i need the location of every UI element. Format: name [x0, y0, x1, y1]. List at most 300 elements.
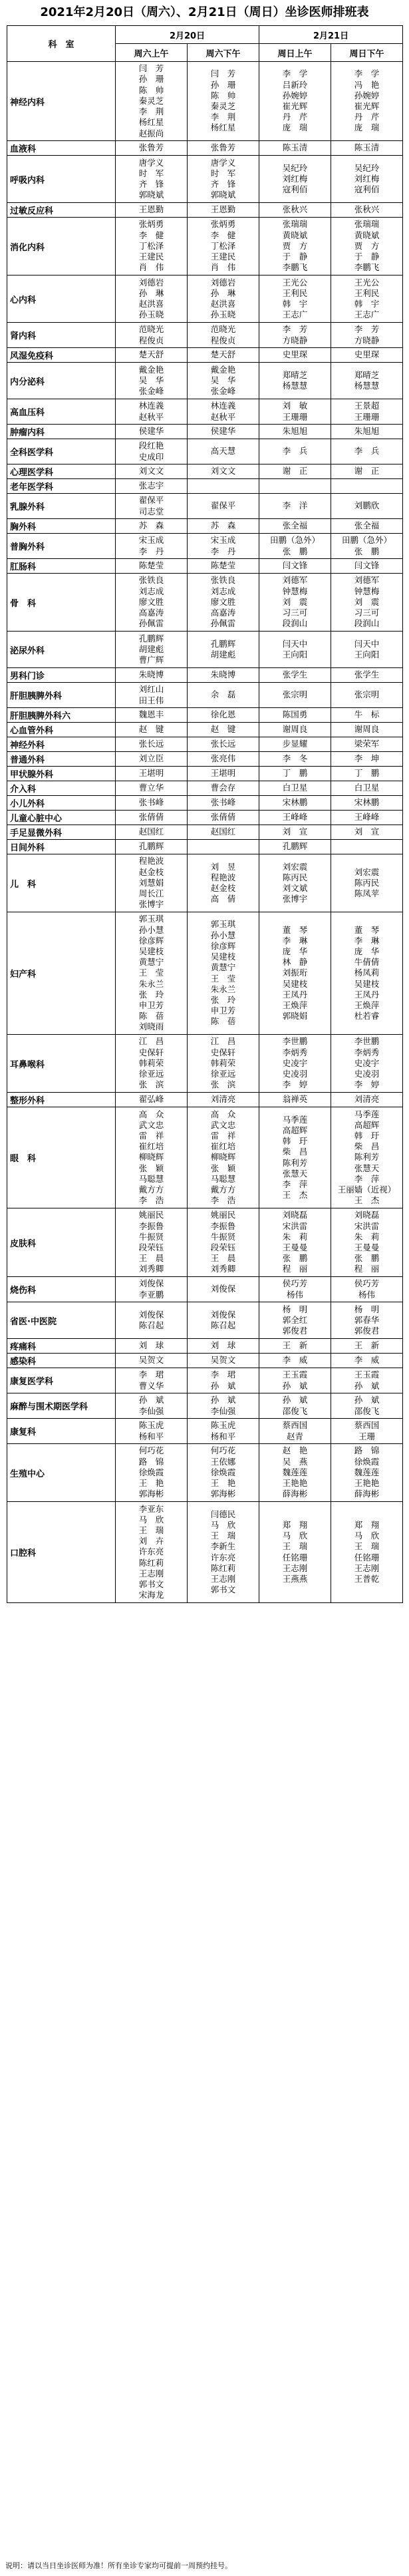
doctor-name: 刘文斌	[282, 883, 308, 893]
doctor-name: 闫文锋	[354, 560, 380, 571]
doctor-name: 刘晓磊	[282, 1210, 308, 1220]
doctor-name: 谢周良	[282, 724, 308, 735]
doctor-name: 冯 艳	[354, 79, 380, 90]
doctor-name: 程 丽	[354, 1264, 380, 1274]
doctor-cell	[331, 1093, 403, 1107]
doctor-name: 雷 祥	[138, 1130, 164, 1141]
department-name: 整形外科	[7, 1093, 116, 1107]
doctor-name: 谢 正	[282, 466, 308, 476]
doctor-name: 高 众	[210, 1109, 236, 1119]
doctor-name: 孙小慧	[138, 924, 164, 935]
doctor-cell	[116, 534, 188, 559]
doctor-cell	[116, 752, 188, 767]
department-name: 风湿免疫科	[7, 348, 116, 363]
doctor-name: 徐彦辉	[138, 935, 164, 946]
doctor-name: 余 磊	[210, 689, 236, 700]
doctor-cell	[259, 1368, 331, 1393]
doctor-name: 肖 伟	[138, 262, 164, 273]
doctor-name: 李 威	[282, 1355, 308, 1366]
doctor-cell	[259, 218, 331, 276]
doctor-name: 刘俊保	[210, 1284, 236, 1294]
doctor-cell	[259, 825, 331, 840]
doctor-name: 胡建彪	[138, 644, 164, 654]
doctor-name: 孔鹏辉	[282, 841, 308, 852]
schedule-row	[7, 574, 403, 632]
doctor-name: 孙小慧	[210, 930, 236, 940]
doctor-name: 徐焕霞	[138, 1467, 164, 1477]
schedule-row	[7, 534, 403, 559]
doctor-name: 刘晓磊	[354, 1210, 380, 1220]
doctor-name: 张亮伟	[210, 753, 236, 764]
doctor-name: 王珊珊	[354, 411, 380, 422]
doctor-cell	[331, 632, 403, 668]
doctor-cell	[116, 683, 188, 708]
schedule-row	[7, 559, 403, 574]
doctor-name: 张铁良	[138, 575, 164, 586]
doctor-name: 宋林鹏	[354, 797, 380, 808]
department-name: 甲状腺外科	[7, 767, 116, 781]
department-name: 疼痛科	[7, 1339, 116, 1354]
doctor-name: 孔鹏辉	[210, 638, 236, 649]
doctor-name: 陈玉虎	[138, 1420, 164, 1431]
doctor-name: 杨慧慧	[282, 381, 308, 391]
doctor-name: 白卫星	[282, 783, 308, 793]
doctor-cell	[116, 1035, 188, 1093]
doctor-name: 武文忠	[210, 1119, 236, 1130]
doctor-name: 王 晨	[138, 1253, 164, 1264]
doctor-name: 刘俊保	[210, 1309, 236, 1320]
doctor-name: 朱 莉	[282, 1231, 308, 1242]
doctor-cell	[188, 854, 259, 912]
doctor-cell	[188, 218, 259, 276]
doctor-name: 李 健	[138, 230, 164, 240]
doctor-name: 薛海彬	[282, 1489, 308, 1499]
doctor-cell	[259, 323, 331, 348]
department-name: 手足显微外科	[7, 825, 116, 840]
doctor-name: 王 瑞	[210, 1531, 236, 1541]
doctor-name: 任铭珊	[282, 1552, 308, 1563]
doctor-cell	[331, 276, 403, 323]
doctor-cell	[331, 494, 403, 519]
doctor-name: 蔡西国	[282, 1420, 308, 1431]
doctor-name: 史凌宇	[354, 1057, 380, 1068]
doctor-cell	[331, 1354, 403, 1368]
doctor-cell	[116, 348, 188, 363]
doctor-name: 齐 锋	[138, 179, 164, 189]
doctor-name: 丁松泽	[210, 240, 236, 251]
doctor-name: 刘德岩	[210, 277, 236, 287]
doctor-cell	[188, 203, 259, 218]
doctor-cell	[331, 1208, 403, 1277]
doctor-name: 王依娜	[210, 1456, 236, 1467]
doctor-cell	[116, 574, 188, 632]
schedule-row	[7, 840, 403, 854]
doctor-cell	[259, 854, 331, 912]
doctor-cell	[188, 534, 259, 559]
doctor-name: 陈凤苹	[354, 888, 380, 899]
department-name: 心内科	[7, 276, 116, 323]
schedule-row	[7, 1107, 403, 1208]
doctor-cell	[188, 825, 259, 840]
doctor-name: 王玉霞	[354, 1370, 380, 1380]
department-name: 消化内科	[7, 218, 116, 276]
doctor-name: 寇利佰	[282, 184, 308, 195]
doctor-cell	[116, 1339, 188, 1354]
department-name: 康复科	[7, 1419, 116, 1444]
doctor-cell	[116, 912, 188, 1035]
doctor-cell	[188, 323, 259, 348]
doctor-name: 蔡西国	[354, 1420, 380, 1431]
doctor-cell	[331, 796, 403, 811]
doctor-cell	[188, 1393, 259, 1419]
department-name: 日间外科	[7, 840, 116, 854]
doctor-name: 高 众	[138, 1109, 164, 1119]
schedule-row	[7, 1368, 403, 1393]
doctor-name: 梁荣军	[354, 739, 380, 749]
doctor-name: 郭俊君	[354, 1326, 380, 1336]
doctor-name: 陈玉虎	[210, 1420, 236, 1431]
schedule-row	[7, 62, 403, 141]
doctor-name: 李 珺	[210, 1370, 236, 1380]
doctor-name: 赵 艳	[282, 1445, 308, 1456]
doctor-name: 杨红星	[210, 122, 236, 133]
doctor-name: 刘晓雨	[138, 1021, 164, 1032]
doctor-name: 陈玉清	[282, 142, 308, 153]
doctor-name: 任铭珊	[354, 1552, 380, 1563]
doctor-cell	[259, 708, 331, 723]
doctor-name: 刘德岩	[138, 277, 164, 287]
doctor-cell	[188, 723, 259, 737]
doctor-name: 马季莲	[282, 1114, 308, 1125]
dept-header: 科 室	[7, 26, 116, 62]
schedule-row	[7, 1339, 403, 1354]
doctor-name: 程艳波	[210, 872, 236, 882]
doctor-cell	[331, 218, 403, 276]
doctor-name: 王艳艳	[282, 1478, 308, 1489]
doctor-name: 丁 鹏	[354, 768, 380, 779]
doctor-name: 杨慧慧	[354, 381, 380, 391]
doctor-name: 林 静	[282, 957, 308, 968]
doctor-cell	[259, 363, 331, 399]
doctor-name: 李 兵	[282, 446, 308, 457]
department-name: 神经外科	[7, 737, 116, 752]
doctor-name: 刘志成	[138, 586, 164, 596]
schedule-row	[7, 141, 403, 156]
doctor-cell	[259, 574, 331, 632]
doctor-cell	[116, 1368, 188, 1393]
doctor-cell	[188, 574, 259, 632]
doctor-name: 王普乾	[354, 1573, 380, 1584]
doctor-name	[331, 480, 402, 491]
doctor-cell	[331, 767, 403, 781]
doctor-name: 田鹏（急外）	[342, 535, 392, 546]
doctor-name: 孙佩雷	[210, 618, 236, 629]
doctor-cell	[116, 1277, 188, 1302]
doctor-name: 张鲁芳	[210, 142, 236, 153]
doctor-name: 戴金艳	[210, 364, 236, 375]
schedule-row	[7, 464, 403, 479]
doctor-name: 孙婉婷	[354, 90, 380, 100]
schedule-row	[7, 399, 403, 425]
doctor-cell	[116, 479, 188, 494]
doctor-name: 王恩勤	[210, 204, 236, 215]
schedule-row	[7, 668, 403, 683]
doctor-name: 魏恩丰	[138, 709, 164, 720]
doctor-name: 李 琳	[354, 935, 380, 946]
doctor-name: 董 琴	[354, 924, 380, 935]
doctor-cell	[331, 141, 403, 156]
doctor-cell	[331, 723, 403, 737]
doctor-name: 孙玉晓	[138, 309, 164, 320]
doctor-name: 李 冬	[282, 753, 308, 764]
department-name: 肿瘤内科	[7, 425, 116, 439]
doctor-name: 王 新	[282, 1340, 308, 1351]
doctor-name: 段荣钰	[138, 1242, 164, 1252]
doctor-cell	[116, 1107, 188, 1208]
doctor-cell	[259, 683, 331, 708]
doctor-name: 张书峰	[138, 797, 164, 808]
doctor-name: 方晓静	[354, 335, 380, 345]
doctor-cell	[116, 156, 188, 203]
slot-header: 周六下午	[188, 44, 259, 62]
doctor-name: 李鹏飞	[282, 262, 308, 273]
doctor-name: 高超辉	[282, 1125, 308, 1135]
doctor-cell	[188, 708, 259, 723]
schedule-row	[7, 708, 403, 723]
doctor-name: 赵振尚	[138, 128, 164, 138]
doctor-name: 陈 蓓	[138, 1011, 164, 1021]
doctor-cell	[116, 668, 188, 683]
doctor-name: 王曼曼	[354, 1242, 380, 1252]
doctor-name: 李 芳	[354, 324, 380, 335]
doctor-cell	[259, 1339, 331, 1354]
doctor-cell	[331, 1368, 403, 1393]
department-name: 呼吸内科	[7, 156, 116, 203]
doctor-name: 李亚东	[138, 1503, 164, 1514]
doctor-name: 高超辉	[354, 1119, 380, 1130]
doctor-name: 司志堂	[138, 506, 164, 516]
doctor-name: 史凌羽	[354, 1069, 380, 1079]
doctor-cell	[259, 464, 331, 479]
doctor-name: 王焕萍	[282, 1000, 308, 1010]
doctor-name: 张博宇	[282, 894, 308, 904]
doctor-name: 黄慧宁	[138, 957, 164, 968]
doctor-name: 邵俊飞	[354, 1405, 380, 1416]
doctor-name: 程俊贞	[210, 335, 236, 345]
doctor-cell	[331, 737, 403, 752]
doctor-name: 楚天舒	[210, 349, 236, 360]
doctor-name: 陈楚莹	[210, 560, 236, 571]
department-name: 男科门诊	[7, 668, 116, 683]
doctor-name: 赵青	[287, 1431, 304, 1441]
doctor-cell	[259, 1354, 331, 1368]
doctor-name: 孙 珊	[210, 79, 236, 90]
doctor-name: 李 荆	[210, 112, 236, 122]
schedule-row	[7, 519, 403, 534]
doctor-name: 赵金枝	[138, 866, 164, 877]
doctor-name: 王光公	[354, 277, 380, 287]
doctor-name: 张瑞瑞	[282, 219, 308, 230]
doctor-name: 曹会存	[210, 783, 236, 793]
schedule-row	[7, 811, 403, 825]
doctor-cell	[259, 399, 331, 425]
doctor-name: 杨凤莉	[354, 968, 380, 978]
doctor-name: 郭海彬	[210, 1489, 236, 1499]
doctor-name: 李仙强	[138, 1405, 164, 1416]
schedule-row	[7, 276, 403, 323]
doctor-name: 徐焕霞	[354, 1456, 380, 1467]
department-name: 小儿外科	[7, 796, 116, 811]
doctor-name: 路 锦	[354, 1445, 380, 1456]
doctor-name: 郭书文	[210, 1584, 236, 1595]
doctor-name: 王凤丹	[354, 989, 380, 1000]
doctor-name: 张 鹏	[282, 1253, 308, 1264]
doctor-cell	[188, 1277, 259, 1302]
doctor-cell	[116, 1354, 188, 1368]
doctor-cell	[188, 156, 259, 203]
doctor-name: 李新生	[210, 1541, 236, 1552]
doctor-cell	[259, 752, 331, 767]
doctor-name: 刘德军	[282, 575, 308, 586]
doctor-name: 宋玉成	[138, 535, 164, 546]
doctor-cell	[188, 348, 259, 363]
doctor-name: 柳晓辉	[210, 1152, 236, 1163]
department-name: 全科医学科	[7, 439, 116, 464]
doctor-name: 史里琛	[282, 349, 308, 360]
doctor-name: 李 学	[354, 69, 380, 79]
doctor-name: 吴建枝	[282, 978, 308, 989]
doctor-name: 牛 标	[354, 709, 380, 720]
doctor-name: 张学生	[354, 669, 380, 680]
doctor-name: 王珊	[358, 1431, 376, 1441]
doctor-cell	[188, 912, 259, 1035]
department-name: 肝胆胰脾外科	[7, 683, 116, 708]
doctor-name	[331, 841, 402, 852]
doctor-cell	[331, 156, 403, 203]
doctor-name: 时 军	[138, 168, 164, 178]
doctor-name: 马 欣	[138, 1514, 164, 1525]
doctor-name: 齐 锋	[210, 179, 236, 189]
doctor-name: 田鹏（急外）	[270, 535, 321, 546]
doctor-name: 李 萍	[354, 1173, 380, 1184]
schedule-row	[7, 854, 403, 912]
doctor-cell	[116, 519, 188, 534]
doctor-name: 赵国红	[138, 827, 164, 837]
doctor-cell	[188, 439, 259, 464]
doctor-cell	[116, 708, 188, 723]
doctor-cell	[188, 1035, 259, 1093]
doctor-name: 吴 华	[138, 375, 164, 385]
doctor-name: 王志刚	[282, 1563, 308, 1573]
doctor-cell	[331, 781, 403, 796]
department-name: 肝胆胰脾外科六	[7, 708, 116, 723]
doctor-name: 曹义华	[138, 1380, 164, 1391]
doctor-name: 陈玉清	[354, 142, 380, 153]
doctor-name: 刘俊保	[138, 1278, 164, 1289]
doctor-cell	[116, 723, 188, 737]
doctor-name: 李 威	[354, 1355, 380, 1366]
doctor-name: 陈 帅	[138, 85, 164, 95]
doctor-name: 王燕燕	[282, 1573, 308, 1584]
doctor-name: 朱永兰	[210, 984, 236, 994]
doctor-cell	[188, 464, 259, 479]
doctor-cell	[116, 276, 188, 323]
doctor-name: 王 杰	[354, 1195, 380, 1206]
doctor-name: 王 杰	[282, 1190, 308, 1200]
doctor-name: 赵洪喜	[138, 299, 164, 309]
doctor-name: 苏 森	[138, 520, 164, 531]
doctor-cell	[188, 1354, 259, 1368]
doctor-name: 张博宇	[138, 899, 164, 910]
doctor-name: 李 萍	[282, 1179, 308, 1189]
doctor-name: 刘立臣	[138, 753, 164, 764]
doctor-name: 陈召起	[210, 1320, 236, 1330]
doctor-name: 刘鹏欣	[354, 500, 380, 511]
doctor-name: 刘 震	[354, 596, 380, 607]
doctor-name: 江 昌	[210, 1036, 236, 1047]
doctor-name: 刘 球	[210, 1340, 236, 1351]
department-name: 皮肤科	[7, 1208, 116, 1277]
doctor-name: 李 兵	[354, 446, 380, 457]
doctor-name: 郑晴芝	[354, 369, 380, 380]
doctor-name: 黄晓斌	[282, 230, 308, 240]
doctor-name: 苏 森	[210, 520, 236, 531]
doctor-name: 陈国勇	[282, 709, 308, 720]
doctor-name: 张 鹏	[282, 546, 308, 556]
doctor-name: 杨 明	[282, 1304, 308, 1314]
doctor-name: 徐化恩	[210, 709, 236, 720]
doctor-name: 段润山	[354, 618, 380, 629]
doctor-name: 朱 莉	[354, 1231, 380, 1242]
doctor-cell	[331, 683, 403, 708]
department-name: 眼 科	[7, 1107, 116, 1208]
doctor-name: 张慧天	[282, 1168, 308, 1179]
department-name: 普胸外科	[7, 534, 116, 559]
department-name: 内分泌科	[7, 363, 116, 399]
doctor-name: 刘清亮	[354, 1094, 380, 1105]
doctor-name: 张志宇	[138, 480, 164, 491]
doctor-name: 王 莹	[138, 968, 164, 978]
doctor-name: 史凌羽	[282, 1069, 308, 1079]
doctor-name: 王凤丹	[282, 989, 308, 1000]
doctor-cell	[116, 141, 188, 156]
doctor-cell	[259, 668, 331, 683]
doctor-cell	[331, 439, 403, 464]
doctor-cell	[331, 574, 403, 632]
doctor-name: 李 洋	[282, 500, 308, 511]
doctor-name: 王玉霞	[282, 1370, 308, 1380]
doctor-name: 王利民	[282, 287, 308, 298]
doctor-cell	[116, 825, 188, 840]
doctor-cell	[116, 1208, 188, 1277]
doctor-name	[188, 480, 259, 491]
footnote: 说明：请以当日坐诊医师为准！所有坐诊专家均可提前一周预约挂号。	[5, 2561, 232, 2570]
doctor-cell	[188, 1502, 259, 1603]
doctor-cell	[259, 1107, 331, 1208]
schedule-row	[7, 425, 403, 439]
doctor-name: 史成印	[138, 451, 164, 462]
doctor-name: 钟慧梅	[282, 586, 308, 596]
doctor-name: 张慧天	[354, 1163, 380, 1173]
doctor-name: 高天慧	[210, 446, 236, 457]
doctor-cell	[331, 363, 403, 399]
doctor-name: 陈利芳	[354, 1152, 380, 1163]
doctor-name: 郭春华	[354, 1314, 380, 1325]
doctor-cell	[116, 399, 188, 425]
doctor-cell	[116, 464, 188, 479]
doctor-name: 王 艳	[210, 1478, 236, 1489]
doctor-name: 韩 宇	[282, 299, 308, 309]
